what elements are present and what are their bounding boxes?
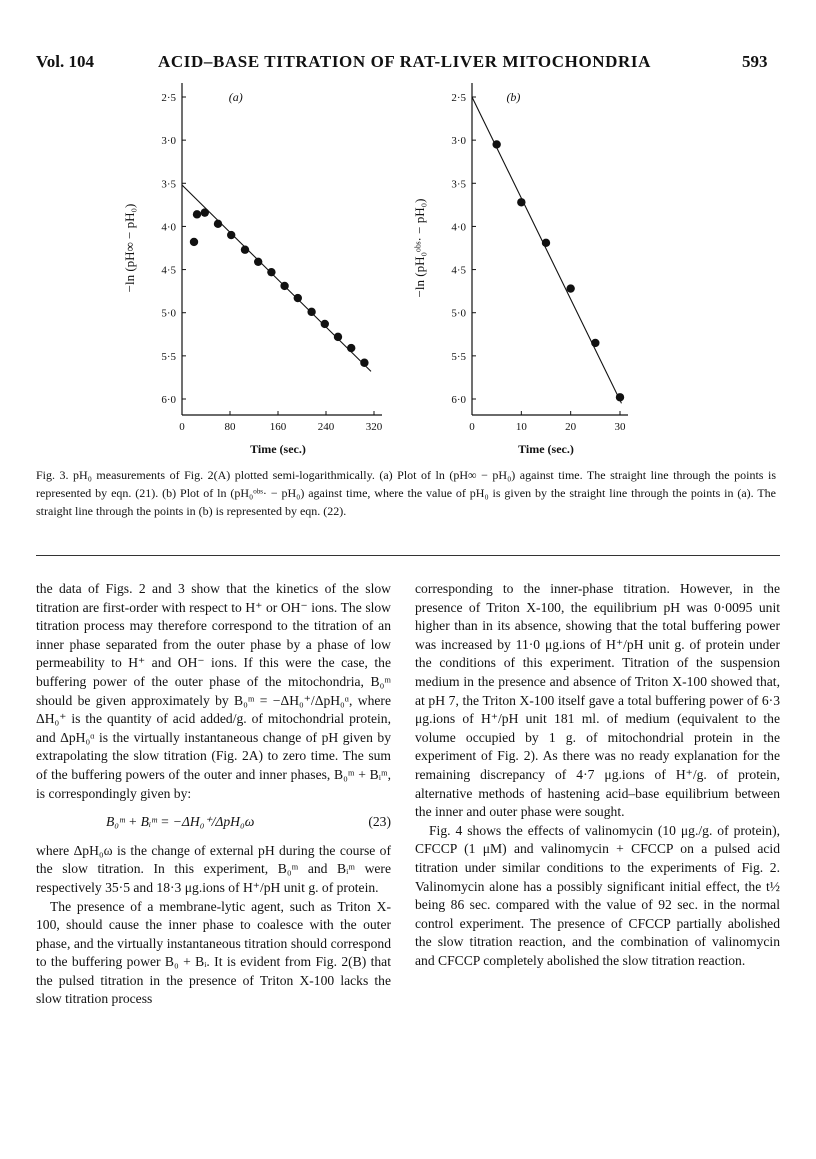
data-point	[347, 344, 355, 352]
paragraph-inner-phase: corresponding to the inner-phase titration. However, in the presence of Triton X-100, the equilibrium pH was 0·0095 unit higher than in its absence, showing that the total buffering power was increased by 11·0 μg.ions of H⁺/pH unit g. of protein under the conditions of this experiment. Titration of the suspension medium in the presence and absence of Triton X-100 showed that, at pH 7, the Triton X-100 itself gave a total buffering power of 6·3 μg.ions of H⁺/pH unit 181 ml. of medium (equivalent to the volume occupied by 1 g. of mitochondrial protein in the experiment of Fig. 2). As there was no ready explanation for the remaining discrepancy of 4·7 μg.ions of H⁺/g. of protein, alternative methods of hastening acid–base equilibrium between the inner and outer phase were sought.	[415, 581, 780, 820]
x-tick-label: 160	[269, 421, 287, 433]
y-tick-label: 4·0	[161, 221, 176, 234]
data-point	[492, 140, 500, 148]
data-point	[294, 294, 302, 302]
data-point	[591, 339, 599, 347]
equation-text: B₀ᵐ + Bᵢᵐ = −ΔH₀⁺/ΔpH₀ω	[106, 814, 255, 830]
data-point	[616, 393, 624, 401]
data-point	[334, 333, 342, 341]
x-tick-label: 0	[469, 421, 475, 433]
data-point	[542, 239, 550, 247]
y-tick-label: 3·5	[451, 178, 466, 191]
y-tick-label: 3·0	[161, 135, 176, 148]
data-point	[193, 210, 201, 218]
y-axis-label: −ln (pH₀ᵒᵇˢ· − pH₀)	[412, 198, 427, 298]
left-column	[36, 580, 391, 1009]
data-point	[201, 208, 209, 216]
equation-number: (23)	[368, 814, 391, 830]
figure-3a-plot	[120, 84, 390, 464]
y-tick-label: 5·0	[451, 307, 466, 320]
data-point	[241, 246, 249, 254]
x-axis-label: Time (sec.)	[518, 442, 574, 456]
x-tick-label: 0	[179, 421, 185, 433]
y-tick-label: 3·0	[451, 135, 466, 148]
x-axis-label: Time (sec.)	[250, 442, 306, 456]
y-axis-label: −ln (pH∞ − pH₀)	[122, 203, 137, 293]
panel-label: (a)	[228, 90, 243, 104]
y-tick-label: 6·0	[451, 394, 466, 406]
data-point	[360, 359, 368, 367]
page-number: 593	[742, 52, 768, 71]
y-tick-label: 5·5	[451, 350, 466, 363]
y-tick-label: 4·5	[161, 264, 176, 277]
volume-label: Vol. 104	[36, 52, 94, 71]
x-tick-label: 80	[224, 421, 236, 433]
paragraph-kinetics: the data of Figs. 2 and 3 show that the kinetics of the slow titration are first-order with respect to H⁺ or OH⁻ ions. The slow titration process may therefore correspond to the titration of an inner phase separated from the outer phase by a phase of low permeability to H⁺ and OH⁻ ions. If this were the case, the buffering power of the outer phase of the mitochondria, B₀ᵐ should be given approximately by B₀ᵐ = −ΔH₀⁺/ΔpH₀ᵅ, where ΔH₀⁺ is the quantity of acid added/g. of mitochondrial protein, and ΔpH₀ᵅ is the virtually instantaneous change of pH given by extrapolating the slow titration (Fig. 2A) to zero time. The sum of the buffering powers of the outer and inner phases, B₀ᵐ + Bᵢᵐ, is correspondingly given by:	[36, 581, 391, 801]
equation-23	[36, 813, 391, 832]
data-point	[321, 320, 329, 328]
data-point	[280, 282, 288, 290]
paragraph-triton: The presence of a membrane-lytic agent, such as Triton X-100, should cause the inner phase to coalesce with the outer phase, and the virtually instantaneous titration should correspond to the buffering power B₀ + Bᵢ. It is evident from Fig. 2(B) that the pulsed titration in the presence of Triton X-100 lacks the slow titration process	[36, 898, 391, 1007]
y-tick-label: 2·5	[451, 92, 466, 104]
paragraph-buffering-values: where ΔpH₀ω is the change of external pH during the course of the slow titration. In this experiment, B₀ᵐ and Bᵢᵐ were respectively 35·5 and 18·3 μg.ions of H⁺/pH unit g. of protein.	[36, 842, 391, 895]
panel-label: (b)	[506, 90, 521, 104]
data-point	[566, 284, 574, 292]
right-column	[415, 580, 780, 970]
x-tick-label: 10	[515, 421, 527, 433]
data-point	[307, 308, 315, 316]
x-tick-label: 20	[565, 421, 577, 433]
y-tick-label: 5·0	[161, 307, 176, 320]
y-tick-label: 5·5	[161, 350, 176, 363]
y-tick-label: 6·0	[161, 394, 176, 406]
data-point	[267, 268, 275, 276]
data-point	[517, 198, 525, 206]
data-point	[214, 220, 222, 228]
data-point	[227, 231, 235, 239]
x-tick-label: 320	[365, 421, 383, 433]
figure-3b-plot	[410, 84, 640, 464]
data-point	[254, 258, 262, 266]
paragraph-valinomycin: Fig. 4 shows the effects of valinomycin (10 μg./g. of protein), CFCCP (1 μM) and valinomycin + CFCCP on a pulsed acid titration under similar conditions to the experiments of Fig. 2. Valinomycin alone has a possibly significant initial effect, the t½ being 86 sec. compared with the value of 92 sec. in the normal control experiment. The presence of CFCCP partially abolished the slow titration reaction, and the combination of valinomycin and CFCCP completely abolished the slow titration reaction.	[415, 822, 780, 968]
y-tick-label: 3·5	[161, 178, 176, 191]
y-tick-label: 4·0	[451, 221, 466, 234]
x-tick-label: 30	[614, 421, 626, 433]
running-title: ACID–BASE TITRATION OF RAT-LIVER MITOCHONDRIA	[158, 52, 652, 71]
x-tick-label: 240	[317, 421, 335, 433]
section-divider	[36, 555, 780, 556]
fit-line	[182, 185, 371, 371]
y-tick-label: 4·5	[451, 264, 466, 277]
figure-caption: Fig. 3. pH₀ measurements of Fig. 2(A) plotted semi-logarithmically. (a) Plot of ln (pH∞ − pH₀) against time. The straight line through the points is represented by eqn. (21). (b) Plot of ln (pH₀ᵒᵇˢ· − pH₀) against time, where the value of pH₀ is given by the straight line through the points in (a). The straight line through the points in (b) is represented by eqn. (22).	[36, 468, 776, 518]
data-point	[190, 238, 198, 246]
y-tick-label: 2·5	[161, 92, 176, 104]
